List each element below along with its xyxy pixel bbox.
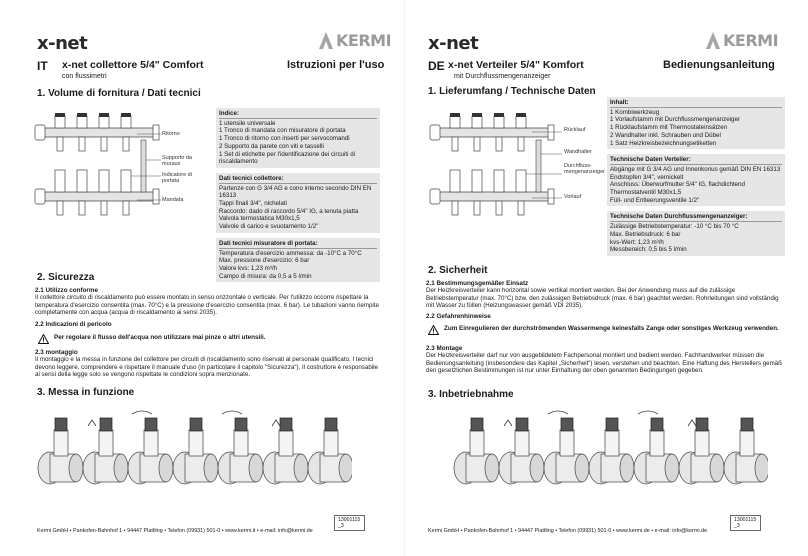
warning-icon <box>38 334 49 344</box>
section-2-heading: 2. Sicurezza <box>37 272 95 283</box>
subsection-2-3: 2.3 montaggio <box>35 349 78 356</box>
product-subtitle: mit Durchflussmengenanzeiger <box>454 73 551 80</box>
meter-heading: Dati tecnici misuratore di portata: <box>219 240 377 249</box>
meter-line: Temperatura d'esercizio ammessa: da -10°C a 70°C <box>219 249 362 257</box>
meter-heading: Technische Daten Durchflussmengenanzeiger: <box>610 213 782 222</box>
kermi-logo <box>318 29 391 51</box>
footer-contact: Kermi GmbH • Pankofen-Bahnhof 1 • 94447 Plattling • Telefon (09931) 501-0 • www.kermi.de • e-mail: info@kermi.de <box>428 528 708 534</box>
warning-notice <box>428 325 780 335</box>
product-subtitle: con flussimetri <box>62 73 107 80</box>
section-2-heading: 2. Sicherheit <box>428 265 488 276</box>
manifold-illustration <box>33 110 193 228</box>
tech-line: Anschluss: Überwurfmutter 5/4" IG, flachdichtend <box>610 181 745 189</box>
tech-line: Thermostatventil M30x1,5 <box>610 189 682 197</box>
kermi-emblem-icon <box>318 30 334 50</box>
callout-label: Supporto da muraux <box>162 155 192 167</box>
tech-line: Raccordo: dado di raccordo 5/4" IG, a tenuta piatta <box>219 207 359 215</box>
warning-text: Zum Einregulieren der durchströmenden Wassermenge keinesfalls Zange oder sonstiges Werkzeug verwenden. <box>444 325 779 332</box>
paragraph-2-3: Der Heizkreisverteiler darf nur von ausgebildetem Fachpersonal montiert und bedient werden. Fachhandwerker müssen die Bedienungsanleitung (insbesondere das Kapitel „Sicherheit“) lesen, verstehen und beachten. Eine Haftung des Herstellers gemäß den gesetzlichen Bestimmungen ist nur unter Einhaltung der oben genannten Bedingungen gegeben. <box>426 352 782 375</box>
callout-label: Rücklauf <box>564 127 586 133</box>
tech-line: Partenze con G 3/4 AG e cono interno secondo DIN EN 16313 <box>219 184 372 200</box>
tech-line: Valvole di carico e svuotamento 1/2" <box>219 223 319 231</box>
meter-line: Campo di misura: da 0,5 a 5 l/min <box>219 272 312 280</box>
scope-line: 2 Supporto da parete con viti e tasselli <box>219 142 324 150</box>
language-code: IT <box>37 59 48 73</box>
subsection-2-1: 2.1 Utilizzo conforme <box>35 287 98 294</box>
meter-line: Max. Betriebsdruck: 6 bar <box>610 230 681 238</box>
subsection-2-1: 2.1 Bestimmungsgemäßer Einsatz <box>426 280 529 287</box>
scope-line: 1 Tronco di mandata con misuratore di portata <box>219 127 346 135</box>
paragraph-2-1: Il collettore circuito di riscaldamento può essere montato in senso orizzontale o verticale. Per l'utilizzo occorre rispettare la temperatura d'esercizio consentita (max. 70°C) e la pressione d'esercizio consentita (max. 6 bar). Le tubazioni vanno riempite completamente con acqua (acqua di riscaldamento ai sensi 2035). <box>35 294 379 317</box>
xnet-logo: x-net <box>428 33 479 54</box>
scope-line: 1 Set di etichette per l'identificazione dei circuiti di riscaldamento <box>219 150 356 166</box>
section-3-heading: 3. Inbetriebnahme <box>428 389 514 400</box>
warning-text: Per regolare il flusso dell'acqua non utilizzare mai pinze o altri utensili. <box>54 334 266 341</box>
manual-title: Bedienungsanleitung <box>663 59 775 71</box>
meter-line: Max. pressione d'esercizio: 6 bar <box>219 257 310 265</box>
callout-label: Wandhalter <box>564 149 592 155</box>
subsection-2-2: 2.2 Gefahrenhinweise <box>426 313 491 320</box>
warning-icon <box>428 325 439 335</box>
commissioning-steps-illustration <box>36 408 352 494</box>
manual-title: Istruzioni per l'uso <box>287 59 385 71</box>
callout-label: Mandata <box>162 197 184 203</box>
kermi-logo <box>705 29 778 51</box>
subsection-2-2: 2.2 Indicazioni di pericolo <box>35 321 112 328</box>
kermi-wordmark: KERMI <box>723 30 779 50</box>
document-code: 13001115 _3 <box>730 515 761 531</box>
footer-contact: Kermi GmbH • Pankofen-Bahnhof 1 • 94447 Plattling • Telefon (09931) 501-0 • www.kermi.it • e-mail: info@kermi.de <box>37 528 313 534</box>
language-code: DE <box>428 59 445 73</box>
tech-line: Valvola termostatica M30x1,5 <box>219 215 300 223</box>
tech-line: Abgänge mit G 3/4 AG und Innenkonus gemäß DIN EN 16313 <box>610 165 781 173</box>
technical-data-box <box>216 108 380 282</box>
callout-label: Ritorno <box>162 131 180 137</box>
tech-heading: Dati tecnici collettore: <box>219 175 377 184</box>
scope-heading: Inhalt: <box>610 99 782 108</box>
callout-label: Indicatore di portata <box>162 172 192 184</box>
product-title: x-net collettore 5/4" Comfort <box>62 59 204 71</box>
tech-line: Füll- und Entleerungsventile 1/2" <box>610 196 700 204</box>
scope-line: 2 Wandhalter inkl. Schrauben und Dübel <box>610 131 721 139</box>
tech-line: Endstopfen 3/4", vernickelt <box>610 173 684 181</box>
kermi-emblem-icon <box>705 30 721 50</box>
scope-line: 1 Satz Heizkreisbezeichnungsetiketten <box>610 139 717 147</box>
section-1-heading: 1. Lieferumfang / Technische Daten <box>428 86 596 97</box>
callout-label: Vorlauf <box>564 194 582 200</box>
scope-heading: Indice: <box>219 110 377 119</box>
paragraph-2-3: Il montaggio e la messa in funzione del collettore per circuiti di riscaldamento sono riservati al personale qualificato. I tecnici devono leggere, comprendere e rispettare il manuale d'uso (in particolare il capitolo "Sicurezza"). Il costruttore è responsabile ai sensi della legge solo se vengono rispettate le condizioni sopra menzionate. <box>35 356 378 379</box>
section-1-heading: 1. Volume di fornitura / Dati tecnici <box>37 88 201 99</box>
subsection-2-3: 2.3 Montage <box>426 345 463 352</box>
scope-line: 1 utensile universale <box>219 119 276 127</box>
callout-label: Durchfluss-mengenanzeiger <box>564 163 605 175</box>
scope-line: 1 Vorlaufstamm mit Durchflussmengenanzeiger <box>610 116 740 124</box>
meter-line: Zulässige Betriebstemperatur: -10 °C bis 70 °C <box>610 223 739 231</box>
document-code: 13001115 _3 <box>334 515 365 531</box>
product-title: x-net Verteiler 5/4" Komfort <box>448 59 584 71</box>
commissioning-steps-illustration <box>452 408 768 494</box>
paragraph-2-1: Der Heizkreisverteiler kann horizontal sowie vertikal montiert werden. Bei der Anwendung muss auf die zulässige Betriebstemperatur (max. 70°C) bzw. den zulässigen Betriebsdruck (max. 6 bar) geachtet werden. Rohrleitungen sind vollständig mit Wasser zu füllen (Heizungswasser gemäß VDI 2035). <box>426 287 779 310</box>
warning-notice <box>38 334 378 344</box>
tech-line: Tappi finali 3/4", nichelati <box>219 200 287 208</box>
meter-line: Messbereich: 0,5 bis 5 l/min <box>610 246 687 254</box>
kermi-wordmark: KERMI <box>336 30 392 50</box>
xnet-logo: x-net <box>37 33 88 54</box>
page-german <box>404 0 808 556</box>
scope-line: 1 Tronco di ritorno con inserti per servocomandi <box>219 135 350 143</box>
tech-heading: Technische Daten Verteiler: <box>610 156 782 165</box>
scope-line: 1 Kombiwerkzeug <box>610 108 660 116</box>
technical-data-box <box>607 97 785 256</box>
section-3-heading: 3. Messa in funzione <box>37 387 135 398</box>
meter-line: kvs-Wert: 1,23 m³/h <box>610 238 664 246</box>
scope-line: 1 Rücklaufstamm mit Thermostateinsätzen <box>610 124 728 132</box>
meter-line: Valore kvs: 1,23 m³/h <box>219 264 278 272</box>
